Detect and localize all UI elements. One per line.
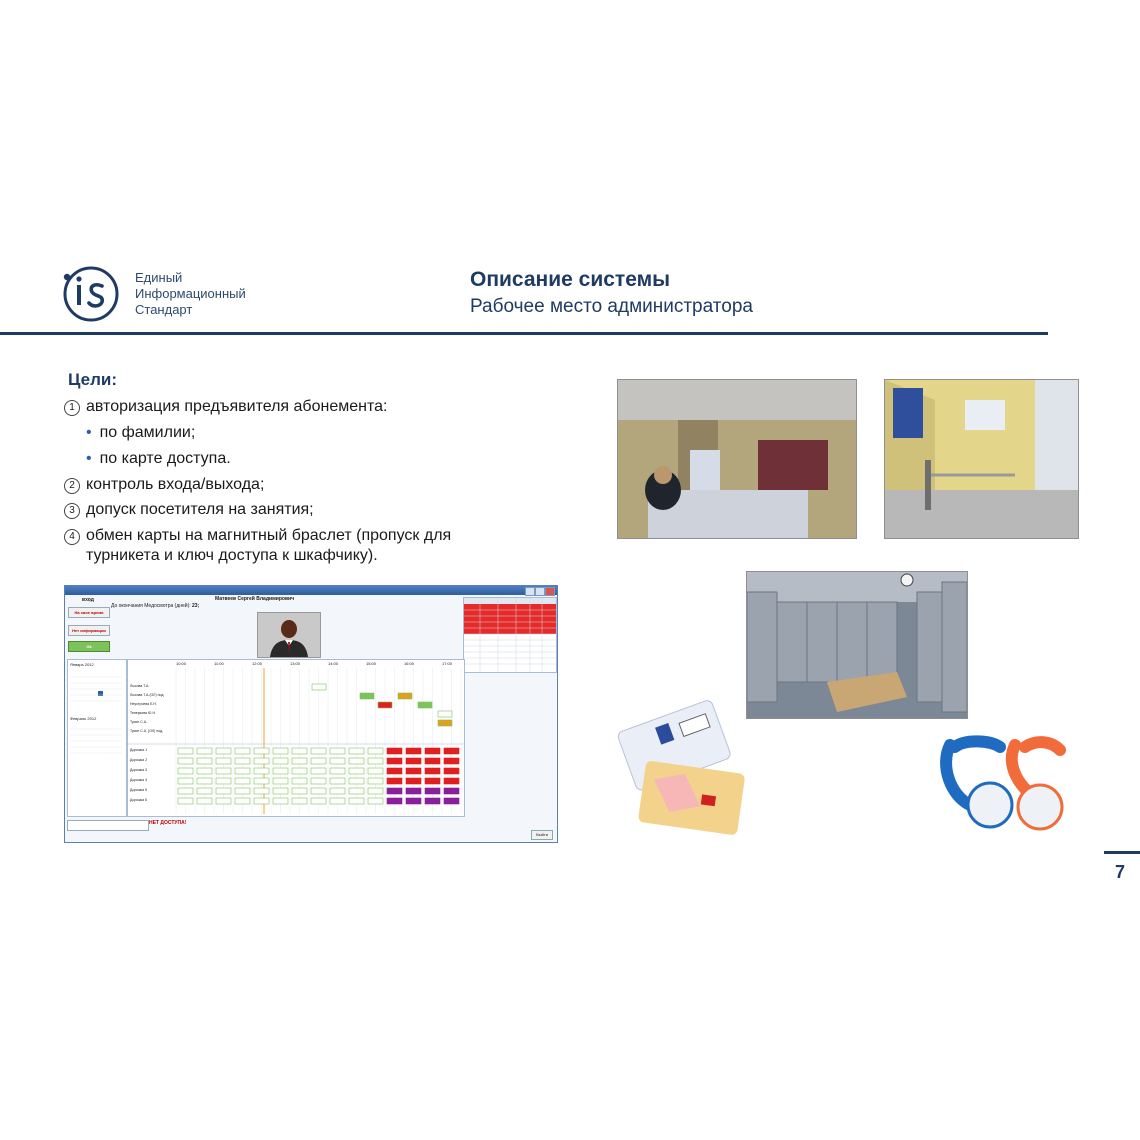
wristbands-graphic [940,735,1080,845]
session-cell [368,758,383,764]
access-cards-image [612,695,747,835]
goal-1b-text: по карте доступа. [99,450,231,467]
session-cell [311,788,326,794]
lane-label: Дорожка 2 [130,758,148,762]
session-cell [406,758,421,764]
session-cell [197,758,212,764]
turnstile-photo [884,379,1079,539]
entry-panel [67,597,109,657]
session-cell [330,798,345,804]
time-label: 12:00 [252,661,263,666]
app-titlebar [65,586,557,595]
session-cell [235,748,250,754]
maximize-icon [535,587,545,596]
reception-photo-graphic [618,380,856,538]
turnstile-photo-graphic [885,380,1078,538]
session-cell [425,758,440,764]
goal-3-text: допуск посетителя на занятия; [86,501,314,518]
trainer-session [398,693,412,699]
trainer-session [312,684,326,690]
session-cell [197,748,212,754]
session-cell [197,798,212,804]
session-cell [349,758,364,764]
session-cell [273,768,288,774]
session-cell [254,768,269,774]
goal-4-cont: турникета и ключ доступа к шкафчику). [86,547,378,564]
session-cell [292,758,307,764]
session-cell [349,768,364,774]
bottom-bar [67,819,555,839]
person-name: Матвеев Сергей Владимирович [215,596,295,602]
session-cell [311,768,326,774]
goal-number-4: 4 [64,529,80,545]
session-cell [368,788,383,794]
ok-button[interactable]: Ok [68,641,110,652]
trainer-session [418,702,432,708]
card-input[interactable] [67,820,149,831]
session-cell [425,778,440,784]
session-cell [216,768,231,774]
time-label: 14:00 [328,661,339,666]
reception-photo [617,379,857,539]
session-cell [425,788,440,794]
goal-number-1: 1 [64,400,80,416]
session-cell [178,788,193,794]
session-cell [216,758,231,764]
session-cell [444,758,459,764]
session-cell [330,788,345,794]
lane-label: Дорожка 4 [130,778,148,782]
session-cell [330,758,345,764]
session-cell [425,798,440,804]
calendar-month-1: Январь 2012 [70,662,94,667]
locker-room-photo-graphic [747,572,967,718]
session-cell [216,798,231,804]
session-cell [349,798,364,804]
avatar [257,612,321,658]
session-cell [387,758,402,764]
trainer-session [378,702,392,708]
session-cell [216,748,231,754]
session-cell [178,768,193,774]
session-cell [254,778,269,784]
goal-number-3: 3 [64,503,80,519]
session-cell [235,778,250,784]
session-cell [311,758,326,764]
session-cell [330,768,345,774]
time-label: 17:00 [442,661,453,666]
goal-number-2: 2 [64,478,80,494]
lane-label: Дорожка 3 [130,768,148,772]
access-cards-graphic [612,695,747,835]
bullet-icon: • [86,424,92,441]
visitors-table [463,597,557,673]
session-cell [254,758,269,764]
is-logo-icon [62,265,120,323]
session-cell [425,748,440,754]
session-cell [444,768,459,774]
logo-line-1: Единый [135,270,183,285]
session-cell [406,748,421,754]
trainer-session [438,711,452,717]
person-avatar-icon [258,613,320,657]
goal-3 [64,500,314,520]
trainer-label: Тусин С.А. (ОЛ) под. [130,729,164,733]
session-cell [444,778,459,784]
session-cell [387,768,402,774]
goal-1a [86,423,195,443]
session-cell [197,788,212,794]
trainer-session [360,693,374,699]
trainer-label: Лысова Т.А. [130,684,150,688]
admin-app-screenshot [64,585,558,843]
close-icon [545,587,555,596]
session-cell [311,798,326,804]
goal-2 [64,475,264,495]
goal-1-text: авторизация предъявителя абонемента: [86,398,388,415]
no-access-label: НЕТ ДОСТУПА! [149,820,187,826]
session-cell [235,798,250,804]
med-exam-line [111,603,199,609]
wristbands-image [940,735,1080,845]
session-cell [387,778,402,784]
own-time-button[interactable]: На свое время [68,607,110,618]
lane-label: Дорожка 5 [130,788,148,792]
goal-1b [86,449,231,469]
session-cell [444,788,459,794]
session-cell [330,778,345,784]
session-cell [254,788,269,794]
session-cell [349,748,364,754]
session-cell [292,798,307,804]
lane-label: Дорожка 6 [130,798,148,802]
session-cell [387,788,402,794]
calendar-panel [67,659,127,817]
no-info-button[interactable]: Нет информации [68,625,110,636]
session-cell [311,778,326,784]
session-cell [349,778,364,784]
session-cell [254,748,269,754]
schedule-grid [127,659,465,817]
med-label: До окончания Медосмотра (дней): [111,603,191,609]
session-cell [216,788,231,794]
goal-1a-text: по фамилии; [99,424,196,441]
goal-1 [64,397,387,417]
session-cell [368,798,383,804]
session-cell [216,778,231,784]
session-cell [311,748,326,754]
time-label: 16:00 [404,661,415,666]
session-cell [273,778,288,784]
session-cell [368,778,383,784]
trainer-label: Тусин С.А. [130,720,148,724]
session-cell [387,748,402,754]
session-cell [292,778,307,784]
session-cell [292,788,307,794]
trainer-label: Неустроева Е.Н. [130,702,157,706]
minimize-icon [525,587,535,596]
session-cell [330,748,345,754]
goal-2-text: контроль входа/выхода; [86,476,265,493]
session-cell [197,768,212,774]
page-subtitle: Рабочее место администратора [470,296,753,317]
page-title: Описание системы [470,268,671,291]
page-number-divider [1104,851,1140,854]
session-cell [368,748,383,754]
page-number: 7 [1115,862,1126,882]
trainer-session [438,720,452,726]
session-cell [406,788,421,794]
calendar-month-2: Февраль 2012 [70,716,97,721]
header-divider [0,332,1048,335]
session-cell [197,778,212,784]
locker-room-photo [746,571,968,719]
session-cell [444,798,459,804]
session-cell [178,798,193,804]
session-cell [425,768,440,774]
goal-4 [64,526,451,546]
session-cell [273,748,288,754]
visitors-table-graphic [464,598,556,672]
session-cell [387,798,402,804]
session-cell [273,798,288,804]
session-cell [178,758,193,764]
logo-text [135,270,246,318]
session-cell [273,758,288,764]
session-cell [178,748,193,754]
session-cell [406,778,421,784]
time-label: 15:00 [366,661,377,666]
session-cell [368,768,383,774]
goal-4-text: обмен карты на магнитный браслет (пропуск для [86,527,452,544]
time-label: 11:00 [214,661,224,666]
session-cell [444,748,459,754]
logo-line-3: Стандарт [135,302,193,317]
trainer-label: Лысова Т.А.(ОЛ) под. [130,693,165,697]
session-cell [254,798,269,804]
session-cell [406,798,421,804]
goals-heading: Цели: [68,370,117,389]
trainer-label: Теперкова Ю.Н. [130,711,156,715]
entry-label: вход [82,597,94,603]
session-cell [349,788,364,794]
calendar-grid-2 [68,723,124,759]
exit-button[interactable]: Выйти [531,830,553,840]
session-cell [235,788,250,794]
session-cell [406,768,421,774]
lane-label: Дорожка 1 [130,748,148,752]
calendar-grid-1 [68,669,124,709]
time-label: 13:00 [290,661,301,666]
session-cell [292,768,307,774]
session-cell [178,778,193,784]
schedule-graphic [128,660,464,816]
session-cell [235,768,250,774]
session-cell [235,758,250,764]
session-cell [273,788,288,794]
time-label: 10:00 [176,661,187,666]
med-value: 23; [192,603,200,609]
logo-line-2: Информационный [135,286,246,301]
session-cell [292,748,307,754]
bullet-icon: • [86,450,92,467]
